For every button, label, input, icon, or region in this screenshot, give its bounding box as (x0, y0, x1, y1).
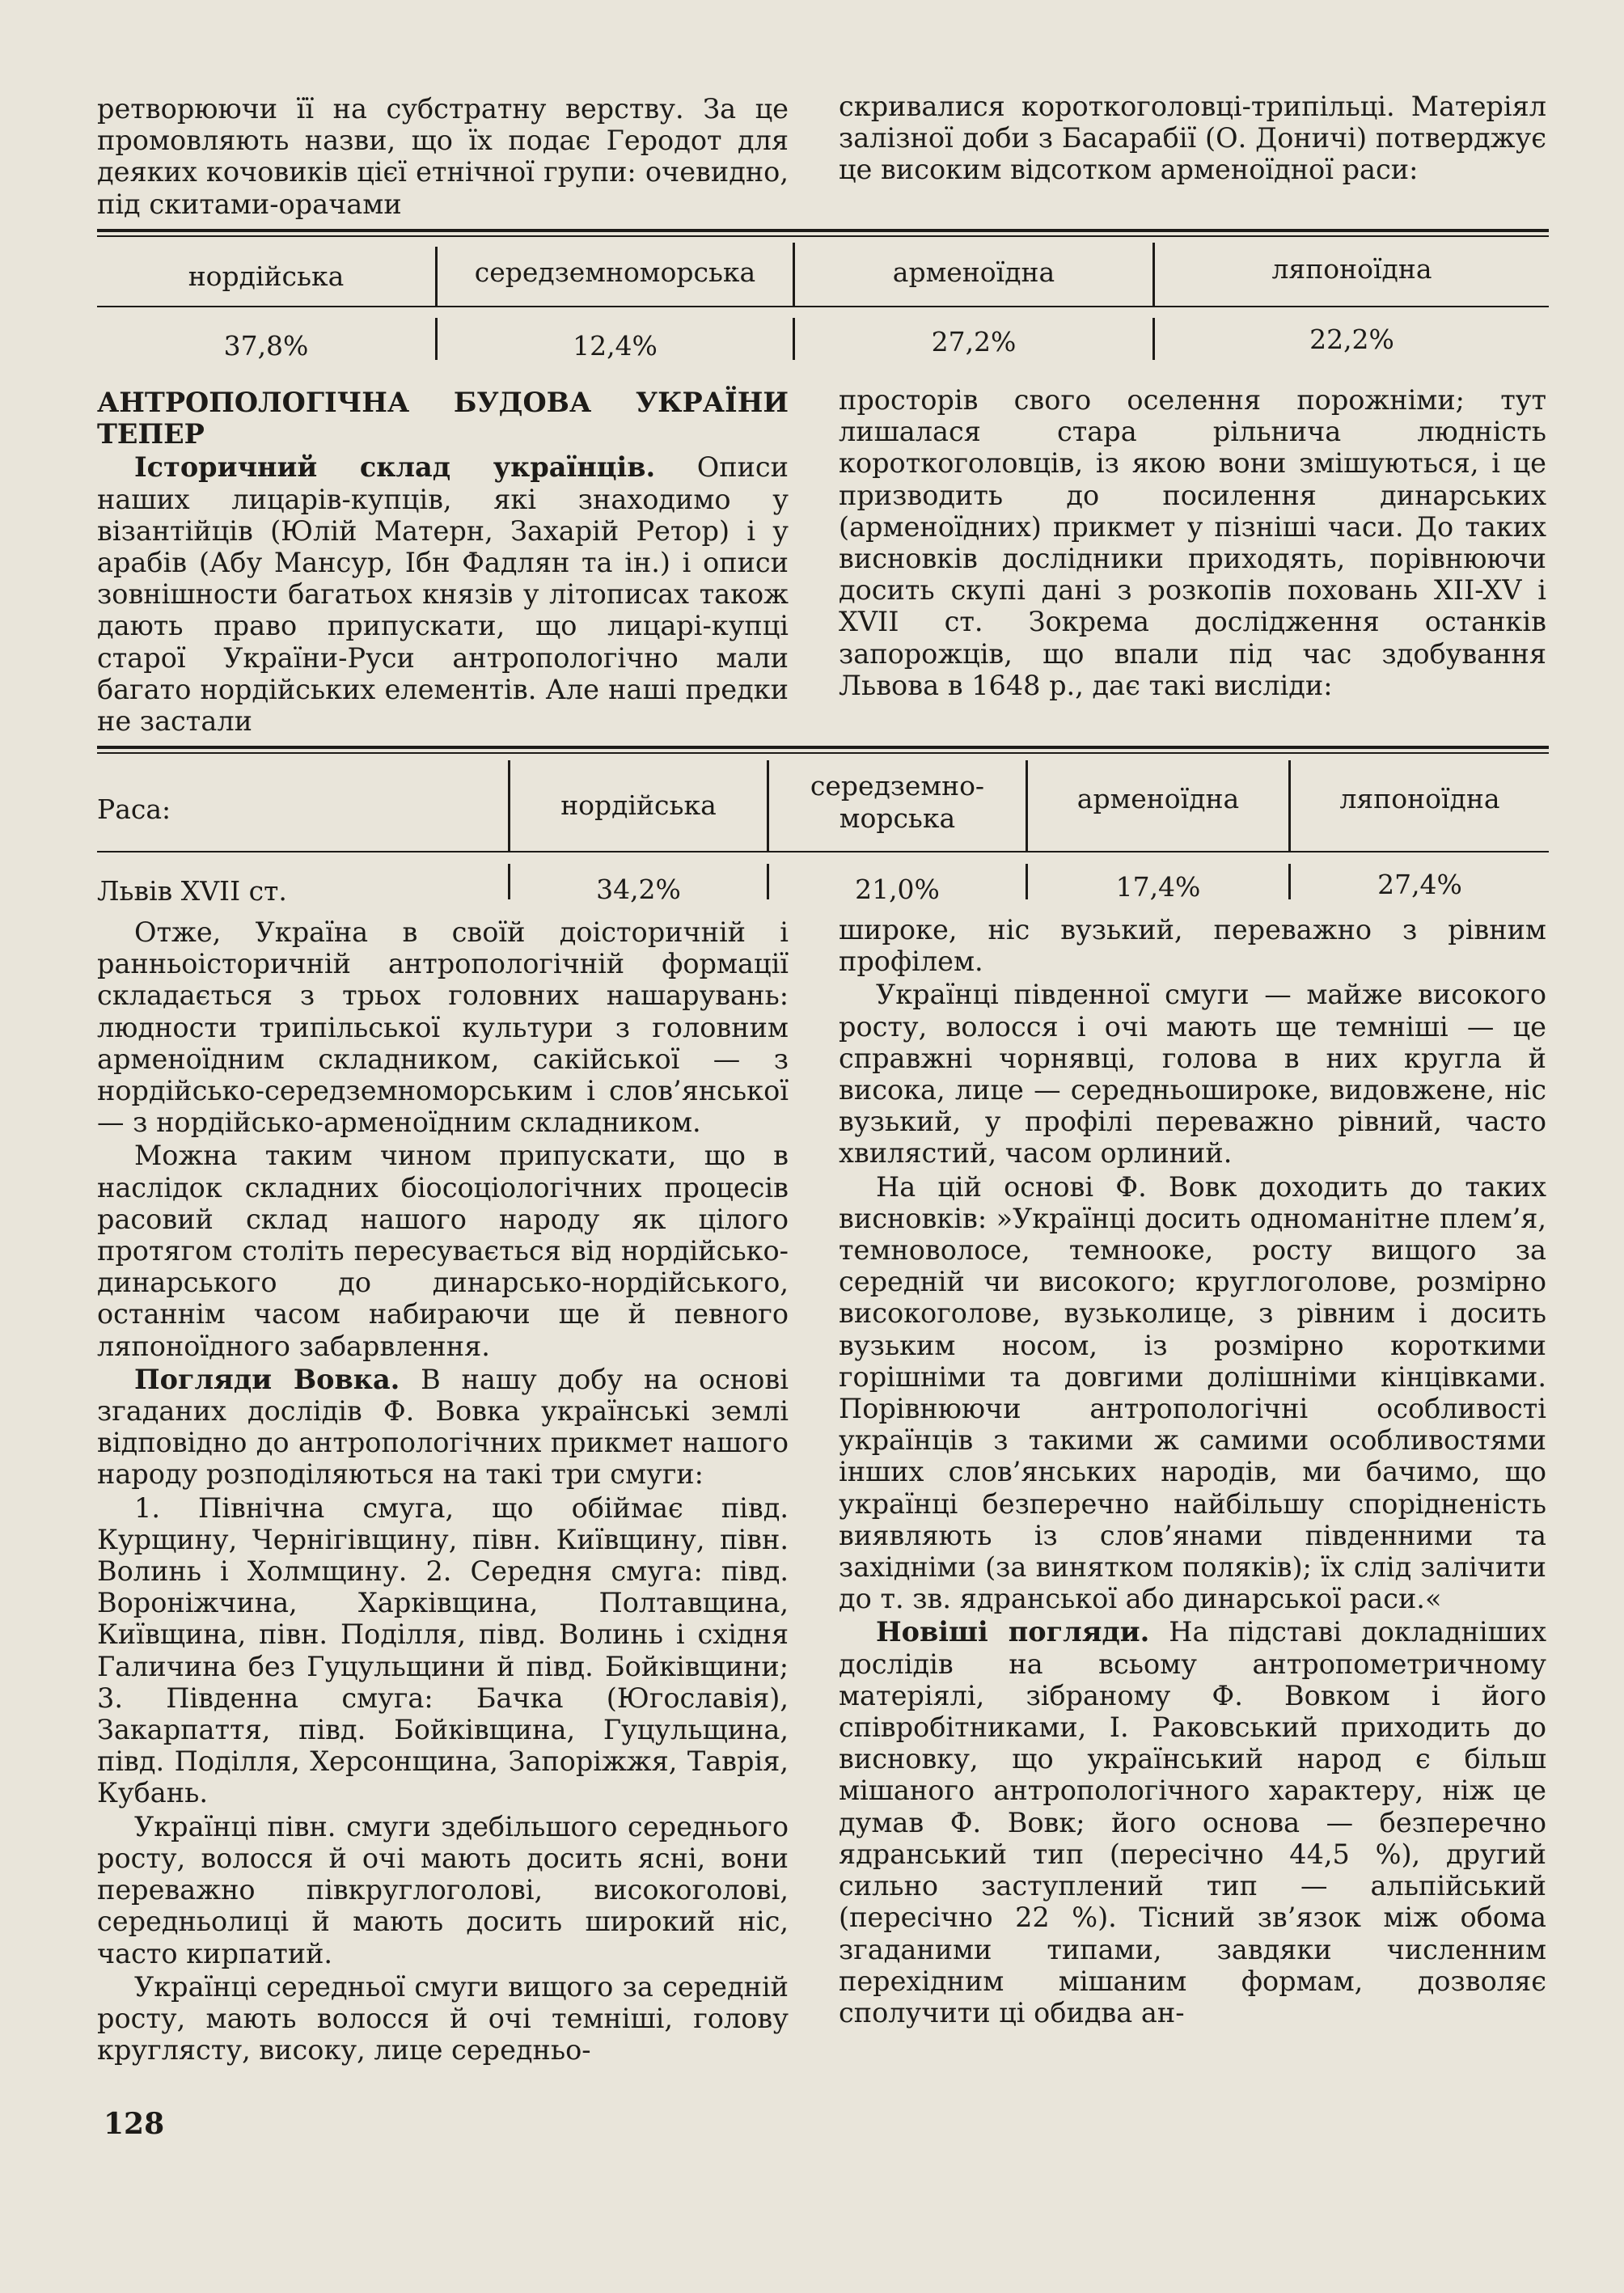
left-paragraph-text: В нашу добу на основі згаданих дослідів Ф. Вовка українські землі відповідно до антропологічних прикмет нашого народу розподіляються на такі три смуги: (97, 1363, 789, 1491)
section-paragraph-text: Описи наших лицарів-купців, які знаходимо у візантійців (Юлій Матерн, Захарій Ретор) і у арабів (Абу Мансур, Ібн Фадлян та ін.) і описи зовнішности багатьох князів у літописах також дають право припускати, що лицарі-купці старої України-Руси антропологічно мали багато нордійських елементів. Але наші предки не застали (97, 451, 789, 738)
left-subheading: Погляди Вовка. (134, 1363, 400, 1395)
table-2-header: арменоїдна (1076, 783, 1240, 814)
table-1-value: 37,8% (223, 330, 309, 362)
table-2-value: 27,4% (1377, 869, 1462, 900)
table-2-top-rule (97, 746, 1549, 749)
section-heading: АНТРОПОЛОГІЧНА БУДОВА УКРАЇНИ ТЕПЕР (97, 387, 789, 451)
table-2-label-header: Раса: (97, 793, 171, 825)
table-1-mid-rule (97, 306, 1549, 307)
table-2-header: ляпоноїдна (1339, 783, 1500, 814)
section-subheading: Історичний склад українців. (134, 451, 656, 484)
left-paragraph: Українці півн. смуги здебільшого середнього росту, волосся й очі мають досить ясні, вони переважно півкруглоголові, високоголові, середньолиці й мають досить широкий ніс, часто кирпатий. (97, 1810, 789, 1969)
table-1-top-rule (97, 229, 1549, 232)
left-column (97, 916, 789, 2066)
top-left-paragraph: ретворюючи її на субстратну верству. За це промовляють назви, що їх подає Геродот для деяких кочовиків цієї етнічної групи: очевидно, під скитами-орачами (97, 93, 789, 220)
section-right-paragraph: просторів свого оселення порожніми; тут лишалася стара рільнича людність короткоголовців, із якою вони змішуються, і це призводить до посилення динарських (арменоїдних) прикмет у пізніші часи. До таких висновків дослідники приходять, порівнюючи досить скупі дані з розкопів поховань XII-XV і XVII ст. Зокрема дослідження останків запорожців, що впали під час здобування Львова в 1648 р., дає такі висліди: (839, 384, 1546, 701)
left-paragraph: 1. Північна смуга, що обіймає півд. Курщину, Чернігівщину, півн. Київщину, півн. Волинь і Холмщину. 2. Середня смуга: півд. Вороніжчина, Харківщина, Полтавщина, Київщина, півн. Поділля, півд. Волинь і східня Галичина без Гуцульщини й півд. Бойківщини; 3. Південна смуга: Бачка (Югославія), Закарпаття, півд. Бойківщина, Гуцульщина, півд. Поділля, Херсонщина, Запоріжжя, Таврія, Кубань. (97, 1491, 789, 1809)
table-1-value: 27,2% (931, 326, 1017, 357)
table-1-header: нордійська (188, 260, 345, 292)
right-paragraph-text: На підставі докладніших дослідів на всьому антропометричному матеріялі, зібраному Ф. Вовком і його співробітниками, І. Раковський приходить до висновку, що український народ є більш мішаного антропологічного характеру, ніж це думав Ф. Вовк; його основа — безперечно ядранський тип (пересічно 44,5 %), другий сильно заступлений тип — альпійський (пересічно 22 %). Тісний зв’язок між обома згаданими типами, завдяки численним перехідним мішаним формам, дозволяє сполучити ці обидва ан- (839, 1616, 1546, 2029)
left-paragraph: Отже, Україна в своїй доісторичній і ранньоісторичній антропологічній формації складається з трьох головних нашарувань: людности трипільської культури з головним арменоїдним складником, сакійської — з нордійсько-середземноморським і слов’янської — з нордійсько-арменоїдним складником. (97, 916, 789, 1139)
section-right (839, 384, 1546, 701)
left-paragraph: Українці середньої смуги вищого за середній росту, мають волосся й очі темніші, голову круглясту, високу, лице середньо- (97, 1970, 789, 2067)
table-1-header: ляпоноїдна (1271, 253, 1432, 285)
table-1-header: середземноморська (474, 256, 756, 288)
right-column (839, 914, 1546, 2029)
table-1-value: 12,4% (573, 330, 658, 362)
section-paragraph (97, 451, 789, 737)
table-2-header: нордійська (560, 789, 717, 821)
left-paragraph (97, 1364, 789, 1491)
table-2-row-label: Львів XVII ст. (97, 875, 287, 907)
page-number: 128 (104, 2107, 165, 2141)
table-2-value: 34,2% (596, 874, 681, 905)
right-subheading: Новіші погляди. (876, 1616, 1150, 1648)
right-paragraph (839, 1616, 1546, 2029)
table-2-value: 21,0% (855, 874, 940, 905)
right-paragraph: широке, ніс вузький, переважно з рівним профілем. (839, 914, 1546, 978)
table-1-top-rule-thin (97, 235, 1549, 237)
top-right-text (839, 91, 1546, 186)
top-right-paragraph: скривалися короткоголовці-трипільці. Матеріял залізної доби з Басарабії (О. Доничі) потверджує це високим відсотком арменоїдної раси: (839, 91, 1546, 186)
top-left-text (97, 93, 789, 220)
table-2-value: 17,4% (1115, 871, 1201, 903)
table-1-header: арменоїдна (892, 256, 1055, 288)
right-paragraph: Українці південної смуги — майже високого росту, волосся і очі мають ще темніші — це справжні чорнявці, голова в них кругла й висока, лице — середньошироке, видовжене, ніс вузький, у профілі переважно рівний, часто хвилястий, часом орлиний. (839, 979, 1546, 1170)
table-1-value: 22,2% (1309, 324, 1394, 355)
right-paragraph: На цій основі Ф. Вовк доходить до таких висновків: »Українці досить одноманітне плем’я, темноволосе, темнооке, росту вищого за середній чи високого; круглоголове, розмірно високоголове, вузьколице, з рівним і досить вузьким носом, із розмірно короткими горішніми та довгими долішніми кінцівками. Порівнюючи антропологічні особливості українців з такими ж самими особливостями інших слов’янських народів, ми бачимо, що українці безперечно найбільшу спорідненість виявляють із слов’янами південними та західніми (за винятком поляків); їх слід залічити до т. зв. ядранської або динарської раси.« (839, 1170, 1546, 1615)
table-2-top-rule-thin (97, 752, 1549, 754)
left-paragraph: Можна таким чином припускати, що в наслідок складних біосоціологічних процесів расовий склад нашого народу як цілого протягом століть пересувається від нордійсько-динарського до динарсько-нордійського, останнім часом набираючи ще й певного ляпоноїдного забарвлення. (97, 1140, 789, 1362)
table-2-mid-rule (97, 851, 1549, 852)
section-left (97, 387, 789, 737)
table-2-header: середземно- морська (810, 770, 985, 834)
